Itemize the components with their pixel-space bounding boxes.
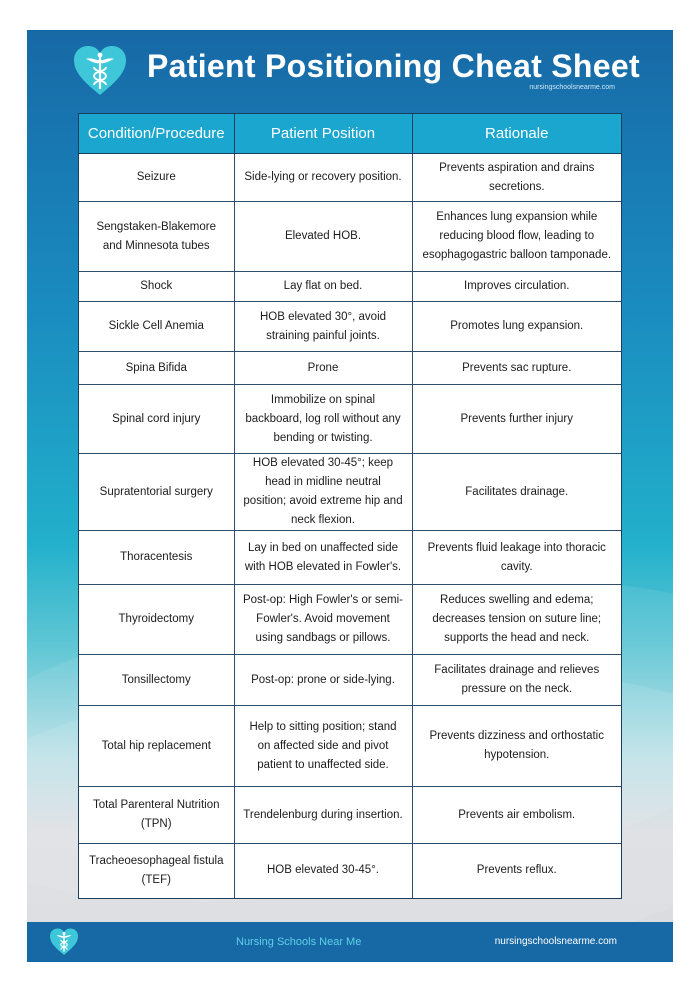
table-row (79, 585, 621, 655)
table-row (79, 302, 621, 352)
position-cell: Help to sitting position; stand on affected side and pivot patient to unaffected side. (234, 706, 412, 787)
table-row (79, 531, 621, 585)
position-cell: Post-op: prone or side-lying. (234, 655, 412, 706)
rationale-cell: Facilitates drainage and relieves pressure on the neck. (412, 655, 621, 706)
positioning-table (78, 113, 622, 899)
position-cell: Lay in bed on unaffected side with HOB elevated in Fowler's. (234, 531, 412, 585)
table-row (79, 385, 621, 454)
table-header-row (79, 114, 621, 154)
heart-caduceus-icon (73, 45, 127, 97)
column-header-condition: Condition/Procedure (79, 114, 234, 154)
column-header-rationale: Rationale (412, 114, 621, 154)
rationale-cell: Improves circulation. (412, 272, 621, 302)
header (27, 30, 673, 110)
condition-cell: Supratentorial surgery (79, 454, 234, 531)
rationale-cell: Prevents aspiration and drains secretions. (412, 154, 621, 202)
site-url: nursingschoolsnearme.com (529, 84, 615, 91)
table-row (79, 655, 621, 706)
position-cell: HOB elevated 30-45°. (234, 844, 412, 898)
cheat-sheet (27, 30, 673, 962)
table-row (79, 202, 621, 272)
rationale-cell: Prevents air embolism. (412, 787, 621, 844)
rationale-cell: Prevents further injury (412, 385, 621, 454)
position-cell: HOB elevated 30-45°; keep head in midline neutral position; avoid extreme hip and neck flexion. (234, 454, 412, 531)
table-row (79, 454, 621, 531)
condition-cell: Thyroidectomy (79, 585, 234, 655)
position-cell: Trendelenburg during insertion. (234, 787, 412, 844)
column-header-position: Patient Position (234, 114, 412, 154)
condition-cell: Total Parenteral Nutrition (TPN) (79, 787, 234, 844)
position-cell: HOB elevated 30°, avoid straining painful joints. (234, 302, 412, 352)
position-cell: Elevated HOB. (234, 202, 412, 272)
rationale-cell: Facilitates drainage. (412, 454, 621, 531)
position-cell: Side-lying or recovery position. (234, 154, 412, 202)
position-cell: Prone (234, 352, 412, 385)
rationale-cell: Enhances lung expansion while reducing blood flow, leading to esophagogastric balloon tamponade. (412, 202, 621, 272)
position-cell: Post-op: High Fowler's or semi-Fowler's. Avoid movement using sandbags or pillows. (234, 585, 412, 655)
condition-cell: Tracheoesophageal fistula (TEF) (79, 844, 234, 898)
page-title: Patient Positioning Cheat Sheet (147, 48, 640, 84)
condition-cell: Spina Bifida (79, 352, 234, 385)
rationale-cell: Prevents reflux. (476, 864, 557, 877)
rationale-cell: Prevents sac rupture. (412, 352, 621, 385)
condition-cell: Thoracentesis (79, 531, 234, 585)
table-row (79, 272, 621, 302)
table-row (79, 787, 621, 844)
rationale-cell: Prevents dizziness and orthostatic hypotension. (412, 706, 621, 787)
heart-caduceus-icon (49, 928, 79, 956)
condition-cell: Total hip replacement (79, 706, 234, 787)
condition-cell: Sickle Cell Anemia (79, 302, 234, 352)
rationale-cell: Reduces swelling and edema; decreases tension on suture line; supports the head and neck. (412, 585, 621, 655)
condition-cell: Tonsillectomy (79, 655, 234, 706)
rationale-cell: Promotes lung expansion. (412, 302, 621, 352)
position-cell: Immobilize on spinal backboard, log roll without any bending or twisting. (234, 385, 412, 454)
position-cell: Lay flat on bed. (234, 272, 412, 302)
condition-cell: Seizure (79, 154, 234, 202)
footer (27, 922, 673, 962)
table-row (79, 706, 621, 787)
footer-brand-name[interactable]: Nursing Schools Near Me (236, 936, 362, 948)
condition-cell: Spinal cord injury (79, 385, 234, 454)
table-row (79, 352, 621, 385)
condition-cell: Shock (79, 272, 234, 302)
table-row (79, 844, 621, 898)
rationale-cell: Prevents fluid leakage into thoracic cavity. (412, 531, 621, 585)
footer-url[interactable]: nursingschoolsnearme.com (494, 936, 617, 947)
condition-cell: Sengstaken-Blakemore and Minnesota tubes (79, 202, 234, 272)
table-row (79, 154, 621, 202)
